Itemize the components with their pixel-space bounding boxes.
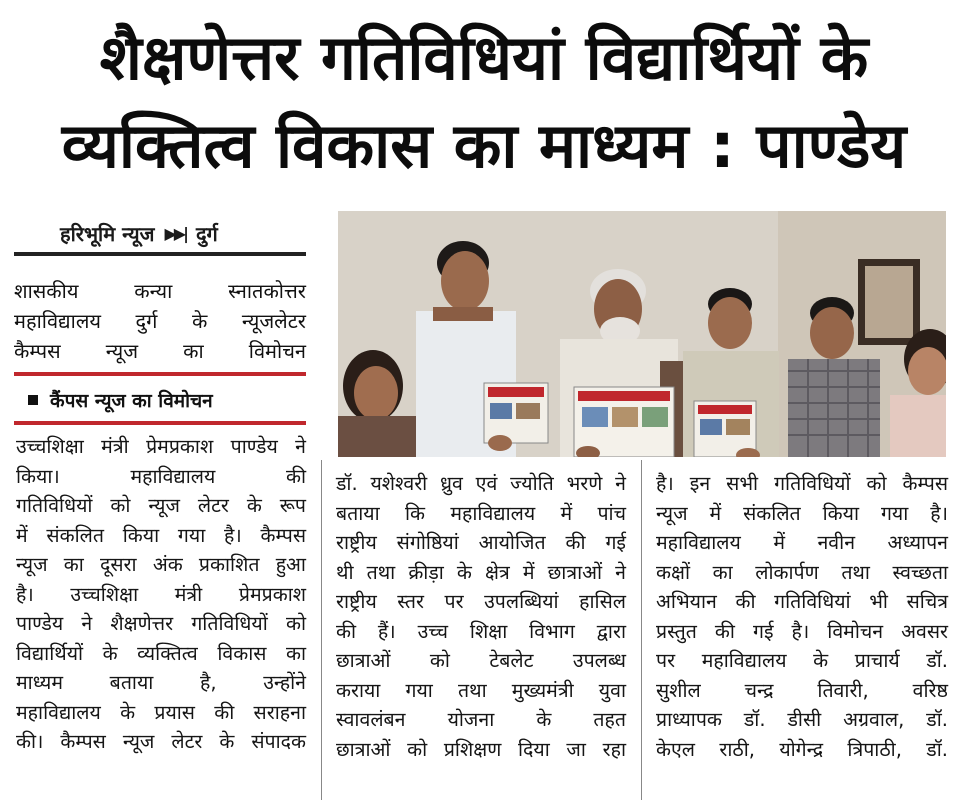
text-line: राष्ट्रीय स्तर पर उपलब्धियां हासिल <box>336 590 626 613</box>
byline-source: हरिभूमि न्यूज <box>60 221 155 246</box>
text-line: राष्ट्रीय संगोष्ठियां आयोजित की गई <box>336 531 626 554</box>
column-divider <box>321 460 322 800</box>
text-line: छात्राओं को प्रशिक्षण दिया जा रहा <box>336 737 626 761</box>
text-line: थी तथा क्रीड़ा के क्षेत्र में छात्राओं ने <box>336 560 626 584</box>
headline-line-1: शैक्षणेत्तर गतिविधियां विद्यार्थियों के <box>99 21 869 94</box>
summary-box <box>14 276 306 366</box>
square-bullet-icon <box>28 395 38 405</box>
text-line: केएल राठी, योगेन्द्र त्रिपाठी, डॉ. <box>656 737 948 761</box>
headline <box>0 14 968 190</box>
summary-rule-top <box>14 372 306 376</box>
text-line: की हैं। उच्च शिक्षा विभाग द्वारा <box>336 619 626 643</box>
text-line: गतिविधियों को न्यूज लेटर के रूप <box>16 494 306 517</box>
subhead-text: कैंपस न्यूज का विमोचन <box>50 390 213 412</box>
text-line: है। उच्चशिक्षा मंत्री प्रेमप्रकाश <box>16 582 306 606</box>
article-column-2 <box>336 469 626 764</box>
text-line: कक्षों का लोकार्पण तथा स्वच्छता <box>656 560 948 584</box>
summary-line: शासकीय कन्या स्नातकोत्तर <box>14 279 306 303</box>
article-column-1 <box>16 432 306 757</box>
text-line: न्यूज में संकलित किया गया है। <box>656 501 948 525</box>
text-line: है। इन सभी गतिविधियों को कैम्पस <box>656 472 948 495</box>
byline <box>60 218 310 248</box>
headline-line-2: व्यक्तित्व विकास का माध्यम : पाण्डेय <box>61 109 907 182</box>
subhead <box>28 383 298 417</box>
text-line: पाण्डेय ने शैक्षणेत्तर गतिविधियों को <box>16 612 306 635</box>
text-line: स्वावलंबन योजना के तहत <box>336 708 626 731</box>
summary-line: महाविद्यालय दुर्ग के न्यूजलेटर <box>14 309 306 333</box>
forward-arrow-icon: ▶▶| <box>164 223 186 243</box>
text-line: न्यूज का दूसरा अंक प्रकाशित हुआ <box>16 553 306 576</box>
text-line: उच्चशिक्षा मंत्री प्रेमप्रकाश पाण्डेय ने <box>16 435 306 458</box>
summary-rule-bottom <box>14 421 306 425</box>
byline-city: दुर्ग <box>195 221 218 246</box>
byline-rule <box>14 252 306 256</box>
text-line: पर महाविद्यालय के प्राचार्य डॉ. <box>656 649 948 672</box>
text-line: डॉ. यशेश्वरी ध्रुव एवं ज्योति भरणे ने <box>336 472 626 495</box>
news-photo <box>338 211 946 457</box>
summary-line: कैम्पस न्यूज का विमोचन <box>14 339 306 363</box>
text-line: कराया गया तथा मुख्यमंत्री युवा <box>336 678 626 702</box>
group-photo-illustration <box>338 211 946 457</box>
text-line: की। कैम्पस न्यूज लेटर के संपादक <box>16 730 306 753</box>
text-line: अभियान की गतिविधियां भी सचित्र <box>656 590 948 613</box>
column-divider <box>641 460 642 800</box>
text-line: किया। महाविद्यालय की <box>16 464 306 488</box>
text-line: बताया कि महाविद्यालय में पांच <box>336 501 626 525</box>
text-line: में संकलित किया गया है। कैम्पस <box>16 523 306 547</box>
text-line: प्राध्यापक डॉ. डीसी अग्रवाल, डॉ. <box>656 708 948 731</box>
text-line: छात्राओं को टेबलेट उपलब्ध <box>336 649 626 672</box>
article-column-3 <box>656 469 948 764</box>
text-line: माध्यम बताया है, उन्होंने <box>16 671 306 694</box>
text-line: महाविद्यालय के प्रयास की सराहना <box>16 700 306 724</box>
text-line: महाविद्यालय में नवीन अध्यापन <box>656 531 948 554</box>
text-line: सुशील चन्द्र तिवारी, वरिष्ठ <box>656 678 948 702</box>
text-line: प्रस्तुत की गई है। विमोचन अवसर <box>656 619 948 643</box>
text-line: विद्यार्थियों के व्यक्तित्व विकास का <box>16 641 306 665</box>
